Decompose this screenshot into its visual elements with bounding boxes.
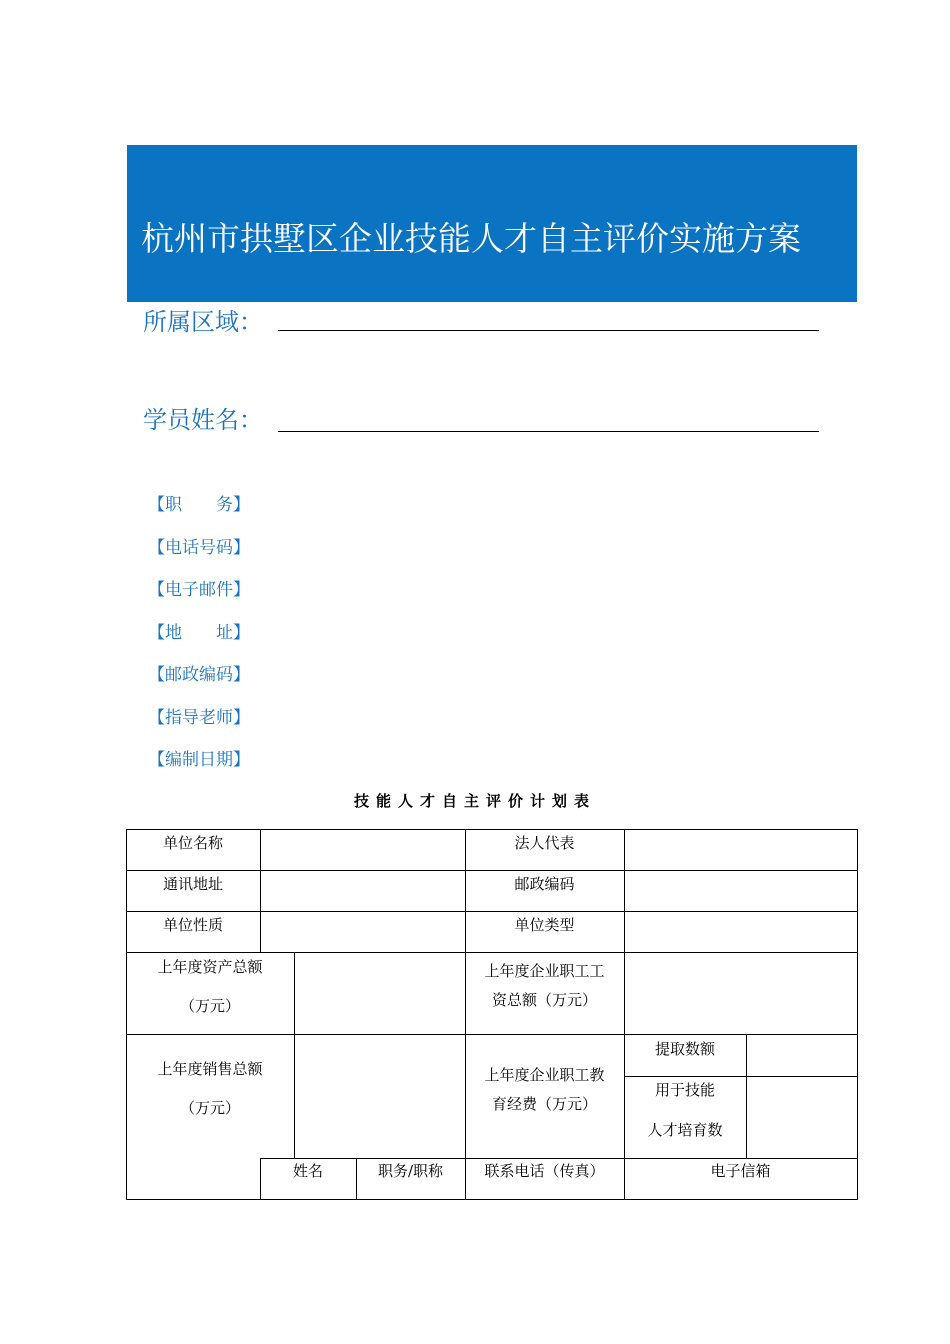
cell-edu-line1: 上年度企业职工教 [484, 1066, 605, 1084]
cell-address: 通讯地址 [162, 875, 223, 893]
info-phone: 【电话号码】 [148, 538, 250, 558]
cell-legal-rep: 法人代表 [514, 834, 575, 852]
info-postcode: 【邮政编码】 [148, 665, 250, 685]
student-name-label: 学员姓名： [143, 406, 263, 434]
cell-unit-nature: 单位性质 [162, 916, 223, 934]
region-input-line[interactable] [278, 330, 819, 331]
cell-sales-line1: 上年度销售总额 [157, 1060, 263, 1078]
table-title: 技能人才自主评价计划表 [353, 792, 596, 810]
col-header-phone: 联系电话（传真） [484, 1162, 605, 1180]
title-banner [127, 145, 857, 302]
region-label: 所属区域： [143, 308, 263, 336]
cell-extract-amount: 提取数额 [654, 1040, 715, 1058]
cell-assets-line2: （万元） [179, 997, 240, 1015]
col-header-email: 电子信箱 [710, 1162, 771, 1180]
cell-edu-line2: 育经费（万元） [491, 1095, 597, 1113]
student-name-input-line[interactable] [278, 431, 819, 432]
col-header-position: 职务/职称 [377, 1162, 444, 1180]
cell-training-line2: 人才培育数 [647, 1121, 723, 1139]
col-header-name: 姓名 [292, 1162, 323, 1180]
cell-training-line1: 用于技能 [654, 1081, 715, 1099]
info-advisor: 【指导老师】 [148, 708, 250, 728]
info-email: 【电子邮件】 [148, 580, 250, 600]
cell-sales-line2: （万元） [179, 1099, 240, 1117]
info-date: 【编制日期】 [148, 750, 250, 770]
cell-unit-type: 单位类型 [514, 916, 575, 934]
cell-wages-line1: 上年度企业职工工 [484, 962, 605, 980]
cell-postcode: 邮政编码 [514, 875, 575, 893]
cell-assets-line1: 上年度资产总额 [157, 958, 263, 976]
document-title: 杭州市拱墅区企业技能人才自主评价实施方案 [141, 219, 801, 258]
cell-unit-name: 单位名称 [162, 834, 223, 852]
cell-wages-line2: 资总额（万元） [491, 991, 597, 1009]
info-position: 【职 务】 [148, 495, 250, 515]
info-address: 【地 址】 [148, 623, 250, 643]
